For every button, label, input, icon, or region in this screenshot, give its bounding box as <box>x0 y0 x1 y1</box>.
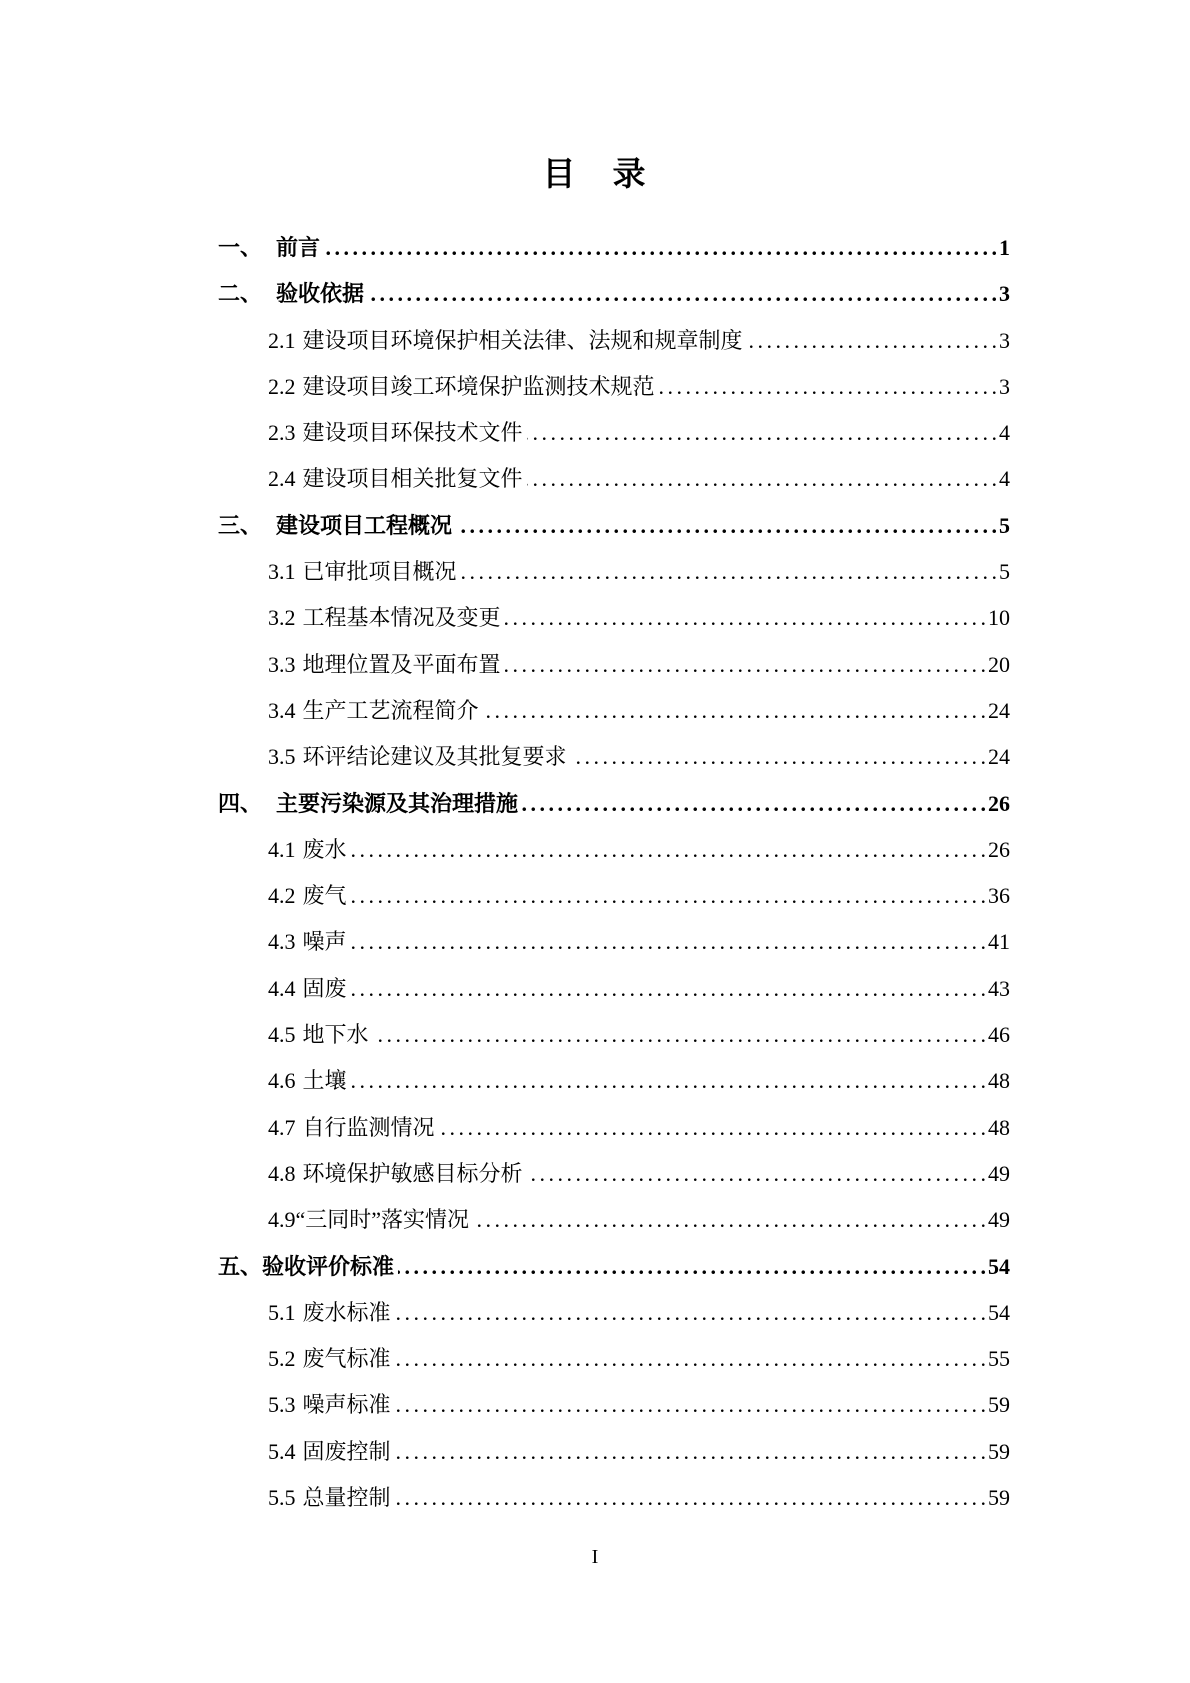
toc-entry-label: 生产工艺流程简介 <box>302 697 479 723</box>
toc-entry-page: 26 <box>988 836 1010 862</box>
toc-entry-page: 59 <box>988 1485 1010 1511</box>
dot-leader <box>395 1475 985 1521</box>
toc-entry-label: 主要污染源及其治理措施 <box>276 790 519 816</box>
toc-entry-label: 前言 <box>276 235 321 260</box>
toc-entry-number: 四、 <box>218 790 263 816</box>
toc-entry-label: 验收依据 <box>276 281 365 307</box>
toc-entry-page: 3 <box>999 327 1010 353</box>
toc-entry-label: 总量控制 <box>302 1485 391 1511</box>
toc-entry-label: 固废 <box>302 975 347 1001</box>
toc-entry-number: 4.4 <box>268 975 296 1001</box>
toc-entry-page: 48 <box>988 1114 1010 1140</box>
toc-entry-page: 59 <box>988 1438 1010 1464</box>
toc-entry-label: 噪声标准 <box>302 1392 391 1418</box>
toc-entry-number: 4.8 <box>268 1160 296 1186</box>
toc-entry <box>218 1382 1010 1428</box>
toc-entry-number: 4.6 <box>268 1068 296 1094</box>
toc-entry <box>218 966 1010 1012</box>
toc-entry-page: 54 <box>988 1299 1010 1325</box>
toc-entry <box>218 1429 1010 1475</box>
toc-entry <box>218 318 1010 364</box>
toc-entry <box>218 456 1010 502</box>
toc-entry-number: 3.3 <box>268 651 296 677</box>
toc-entry-label: 环境保护敏感目标分析 <box>302 1160 523 1186</box>
page-number-footer: I <box>591 1546 599 1568</box>
toc-entry-label: 建设项目环境保护相关法律、法规和规章制度 <box>302 327 743 353</box>
dot-leader <box>527 1151 985 1197</box>
toc-entry-label: 建设项目竣工环境保护监测技术规范 <box>302 373 655 399</box>
dot-leader <box>351 827 985 873</box>
dot-leader <box>395 1429 985 1475</box>
toc-entry <box>218 1336 1010 1382</box>
toc-entry-number: 4.9 <box>268 1207 296 1233</box>
toc-entry-label: 环评结论建议及其批复要求 <box>302 744 567 770</box>
toc-entry-number: 一、 <box>218 235 263 260</box>
toc-entry <box>218 271 1010 317</box>
toc-entry-number: 5.2 <box>268 1346 296 1372</box>
dot-leader <box>395 1290 985 1336</box>
toc-entry-page: 20 <box>988 651 1010 677</box>
toc-entry-page: 24 <box>988 744 1010 770</box>
toc-entry-page: 26 <box>988 790 1010 816</box>
toc-entry-number: 4.2 <box>268 883 296 909</box>
toc-entry-label: 验收评价标准 <box>262 1253 395 1279</box>
toc-entry-number: 5.1 <box>268 1299 296 1325</box>
toc-entry <box>218 1058 1010 1104</box>
toc-entry-number: 2.3 <box>268 420 296 446</box>
dot-leader <box>395 1336 985 1382</box>
toc-entry-number: 4.1 <box>268 836 296 862</box>
toc-entry-label: 已审批项目概况 <box>302 559 457 585</box>
toc-entry-number: 2.1 <box>268 327 296 353</box>
toc-entry <box>218 549 1010 595</box>
dot-leader <box>571 734 985 780</box>
toc-entry-page: 43 <box>988 975 1010 1001</box>
toc-entry <box>218 1105 1010 1151</box>
toc-entry-label: 噪声 <box>302 929 347 955</box>
page-title: 目 录 <box>542 157 648 193</box>
dot-leader <box>373 1012 985 1058</box>
toc-entry-number: 3.1 <box>268 559 296 585</box>
toc-entry <box>218 642 1010 688</box>
toc-entry-page: 1 <box>999 235 1010 260</box>
dot-leader <box>483 688 985 734</box>
toc-entry <box>218 225 1010 271</box>
dot-leader <box>747 318 996 364</box>
dot-leader <box>473 1197 985 1243</box>
toc-entry <box>218 503 1010 549</box>
dot-leader <box>439 1105 985 1151</box>
toc-entry <box>218 688 1010 734</box>
toc-entry <box>218 1290 1010 1336</box>
toc-entry-page: 41 <box>988 929 1010 955</box>
toc-entry-number: 5.3 <box>268 1392 296 1418</box>
toc-entry-number: 五、 <box>218 1253 263 1279</box>
dot-leader <box>505 595 985 641</box>
toc-entry-number: 三、 <box>218 512 263 538</box>
toc-entry-number: 3.4 <box>268 697 296 723</box>
toc-entry-label: 废气 <box>302 883 347 909</box>
toc-entry <box>218 827 1010 873</box>
toc-entry <box>218 1475 1010 1521</box>
toc-entry <box>218 873 1010 919</box>
toc-entry-number: 5.5 <box>268 1485 296 1511</box>
toc-entry-label: “三同时”落实情况 <box>295 1207 470 1233</box>
dot-leader <box>527 410 996 456</box>
toc-entry-label: 建设项目相关批复文件 <box>302 466 523 492</box>
toc-entry-page: 3 <box>999 373 1010 399</box>
toc-entry-label: 建设项目工程概况 <box>276 512 453 538</box>
toc-entry-number: 2.4 <box>268 466 296 492</box>
toc-entry-page: 4 <box>999 466 1010 492</box>
toc-entry <box>218 1197 1010 1243</box>
dot-leader <box>505 642 985 688</box>
dot-leader <box>659 364 996 410</box>
toc-entry <box>218 734 1010 780</box>
dot-leader <box>324 225 996 271</box>
toc-entry-number: 4.7 <box>268 1114 296 1140</box>
dot-leader <box>456 503 996 549</box>
toc-entry-number: 4.5 <box>268 1022 296 1048</box>
dot-leader <box>461 549 996 595</box>
toc-entry-label: 地下水 <box>302 1022 369 1048</box>
toc-entry-page: 59 <box>988 1392 1010 1418</box>
toc-entry-number: 4.3 <box>268 929 296 955</box>
toc-entry <box>218 919 1010 965</box>
toc-entry-number: 2.2 <box>268 373 296 399</box>
toc-entry-label: 自行监测情况 <box>302 1114 435 1140</box>
toc-entry-page: 49 <box>988 1160 1010 1186</box>
toc-entry-number: 3.5 <box>268 744 296 770</box>
toc-entry-number: 3.2 <box>268 605 296 631</box>
dot-leader <box>395 1382 985 1428</box>
toc-entry-page: 5 <box>999 559 1010 585</box>
toc-entry <box>218 1244 1010 1290</box>
toc-entry-label: 建设项目环保技术文件 <box>302 420 523 446</box>
toc-entry-label: 地理位置及平面布置 <box>302 651 501 677</box>
toc-entry-page: 3 <box>999 281 1010 307</box>
toc-entry-page: 48 <box>988 1068 1010 1094</box>
toc-entry-label: 固废控制 <box>302 1438 391 1464</box>
toc-entry-label: 废气标准 <box>302 1346 391 1372</box>
dot-leader <box>351 873 985 919</box>
toc-entry <box>218 1151 1010 1197</box>
toc-entry-number: 5.4 <box>268 1438 296 1464</box>
dot-leader <box>398 1244 985 1290</box>
toc-entry <box>218 781 1010 827</box>
toc-entry-label: 土壤 <box>302 1068 347 1094</box>
toc-entry-label: 废水 <box>302 836 347 862</box>
toc-entry-page: 10 <box>988 605 1010 631</box>
toc-entry-page: 24 <box>988 697 1010 723</box>
toc-entry-label: 废水标准 <box>302 1299 391 1325</box>
toc-entry-page: 5 <box>999 512 1010 538</box>
toc-entry-page: 54 <box>988 1253 1010 1279</box>
toc-entry-page: 36 <box>988 883 1010 909</box>
toc-entry-page: 49 <box>988 1207 1010 1233</box>
toc-entry-page: 46 <box>988 1022 1010 1048</box>
toc-entry <box>218 364 1010 410</box>
toc-entry <box>218 410 1010 456</box>
table-of-contents <box>218 225 1010 1521</box>
dot-leader <box>368 271 996 317</box>
toc-entry <box>218 595 1010 641</box>
dot-leader <box>351 919 985 965</box>
toc-entry-number: 二、 <box>218 281 263 307</box>
dot-leader <box>522 781 985 827</box>
dot-leader <box>351 966 985 1012</box>
dot-leader <box>527 456 996 502</box>
toc-entry-label: 工程基本情况及变更 <box>302 605 501 631</box>
toc-entry-page: 55 <box>988 1346 1010 1372</box>
dot-leader <box>351 1058 985 1104</box>
toc-entry <box>218 1012 1010 1058</box>
toc-entry-page: 4 <box>999 420 1010 446</box>
